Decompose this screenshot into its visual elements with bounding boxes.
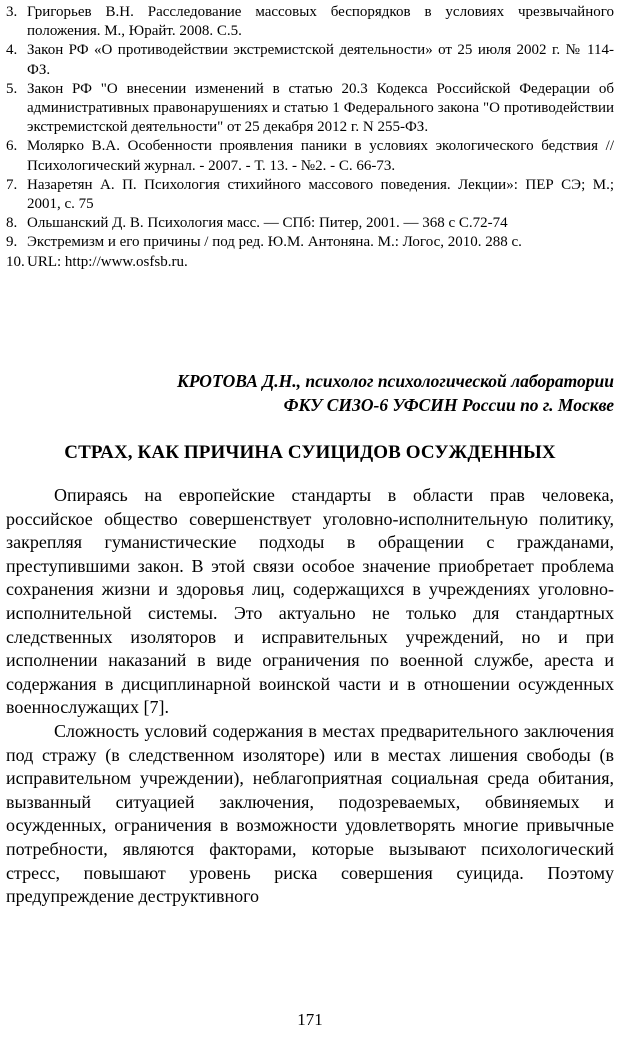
reference-text: Назаретян А. П. Психология стихийного массового поведения. Лекции»: ПЕР СЭ; М.; 2001, с. 75 <box>27 176 614 213</box>
reference-text: Закон РФ «О противодействии экстремистской деятельности» от 25 июля 2002 г. № 114-ФЗ. <box>27 42 614 78</box>
reference-text: Моляркo В.А. Особенности проявления паники в условиях экологического бедствия // Психологический журнал. - 2007. - Т. 13. - №2. - С. 66-73. <box>27 138 614 174</box>
reference-item <box>6 41 614 79</box>
author-block <box>54 369 614 417</box>
reference-text: Ольшанский Д. В. Психология масс. — СПб: Питер, 2001. — 368 с С.72-74 <box>27 215 508 232</box>
reference-number: 3. <box>6 4 18 20</box>
article-body <box>6 484 614 909</box>
reference-text: Закон РФ "О внесении изменений в статью 20.3 Кодекса Российской Федерации об административных правонарушениях и статью 1 Федерального закона "О противодействии экстремистской деятельности" от 25 декабря 2012 г. N 255-ФЗ. <box>27 80 614 136</box>
reference-number: 6. <box>6 138 18 155</box>
reference-number: 7. <box>6 176 18 193</box>
reference-item <box>6 137 614 175</box>
article-title: СТРАХ, КАК ПРИЧИНА СУИЦИДОВ ОСУЖДЕННЫХ <box>64 442 556 463</box>
reference-number: 9. <box>6 234 18 251</box>
reference-number: 8. <box>6 215 18 232</box>
reference-text: Григорьев В.Н. Расследование массовых беспорядков в условиях чрезвычайного положения. М., Юрайт. 2008. С.5. <box>27 4 614 40</box>
reference-list <box>6 3 614 272</box>
reference-item <box>6 3 614 41</box>
reference-item <box>6 253 614 272</box>
reference-text: URL: http://www.osfsb.ru. <box>27 253 188 270</box>
author-affiliation: ФКУ СИЗО-6 УФСИН России по г. Москве <box>283 395 614 415</box>
reference-item <box>6 176 614 214</box>
reference-text: Экстремизм и его причины / под ред. Ю.М. Антоняна. М.: Логос, 2010. 288 с. <box>27 234 522 251</box>
paragraph: Опираясь на европейские стандарты в области прав человека, российское общество совершенствует уголовно-исполнительную политику, закрепляя гуманистические подходы в обращении с гражданами, преступившими закон. В этой связи особое значение приобретает проблема сохранения жизни и здоровья лиц, содержащихся в учреждениях уголовно-исполнительной системы. Это актуально не только для стандартных следственных изоляторов и исправительных учреждений, но и при исполнении наказаний в виде ограничения по военной службе, ареста и содержания в дисциплинарной воинской части и в отношении осужденных военнослужащих [7]. <box>6 485 614 718</box>
page-number: 171 <box>297 1010 323 1029</box>
reference-item <box>6 80 614 138</box>
reference-item <box>6 233 614 252</box>
reference-number: 10. <box>6 253 25 270</box>
paragraph: Сложность условий содержания в местах предварительного заключения под стражу (в следственном изоляторе) или в местах лишения свободы (в исправительном учреждении), неблагоприятная социальная среда обитания, вызванный ситуацией заключения, подозреваемых, обвиняемых и осужденных, ограничения в возможности удовлетворять многие привычные потребности, являются факторами, которые вызывают психологический стресс, повышают уровень риска совершения суицида. Поэтому предупреждение деструктивного <box>6 720 614 907</box>
reference-item <box>6 214 614 233</box>
reference-number: 4. <box>6 42 18 59</box>
author-line: КРОТОВА Д.Н., психолог психологической лаборатории <box>176 371 614 391</box>
reference-number: 5. <box>6 80 18 97</box>
